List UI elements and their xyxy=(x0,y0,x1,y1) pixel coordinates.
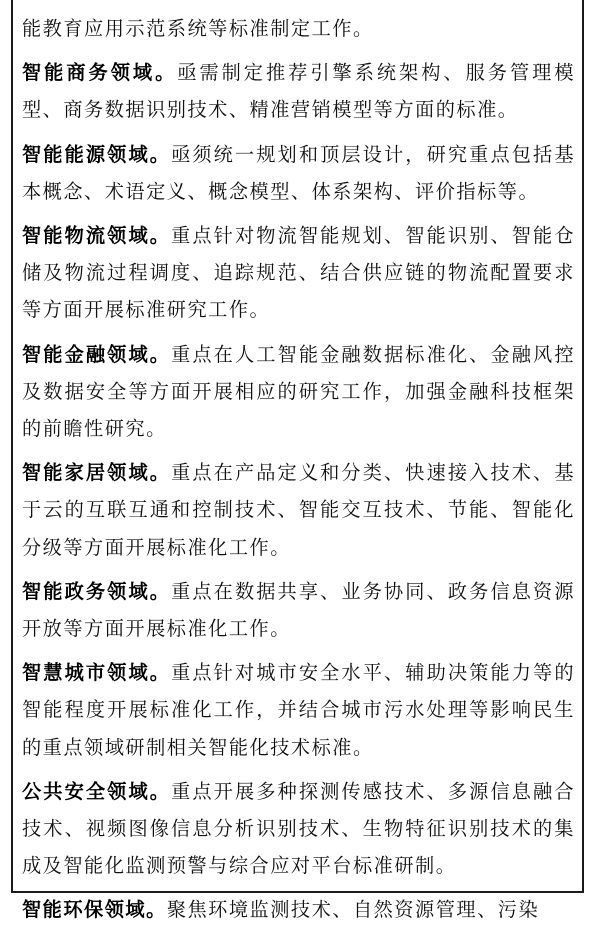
paragraph-text: 重点在数据共享、业务协同、政务信息资源开放等方面开展标准化工作。 xyxy=(22,579,576,641)
paragraph-heading: 智能家居领域。 xyxy=(22,461,172,485)
paragraph-text: 亟须统一规划和顶层设计，研究重点包括基本概念、术语定义、概念模型、体系架构、评价指标等。 xyxy=(22,142,576,203)
paragraph-heading: 公共安全领域。 xyxy=(22,779,172,803)
paragraph-heading: 智能物流领域。 xyxy=(22,224,172,248)
paragraph-text: 重点针对城市安全水平、辅助决策能力等的智能程度开展标准化工作，并结合城市污水处理等影响民生的重点领域研制相关智能化技术标准。 xyxy=(22,661,576,759)
document-frame xyxy=(11,0,584,922)
paragraph-commerce xyxy=(22,54,575,128)
paragraph-heading: 智能政务领域。 xyxy=(22,579,172,603)
paragraph-text: 亟需制定推荐引擎系统架构、服务管理模型、商务数据识别技术、精准营销模型等方面的标准。 xyxy=(22,61,576,122)
paragraph-heading: 智慧城市领域。 xyxy=(22,661,172,685)
paragraph-text: 重点在产品定义和分类、快速接入技术、基于云的互联互通和控制技术、智能交互技术、节能、智能化分级等方面开展标准化工作。 xyxy=(22,461,576,559)
paragraph-energy xyxy=(22,136,575,210)
paragraph-heading: 智能金融领域。 xyxy=(22,342,172,366)
paragraph-smart-city xyxy=(22,654,575,766)
paragraph-heading: 智能商务领域。 xyxy=(22,61,178,85)
paragraph-text: 聚焦环境监测技术、自然资源管理、污染 xyxy=(166,898,540,922)
paragraph-text: 重点开展多种探测传感技术、多源信息融合技术、视频图像信息分析识别技术、生物特征识别技术的集成及智能化监测预警与综合应对平台标准研制。 xyxy=(22,779,576,878)
paragraph-home xyxy=(22,454,575,566)
paragraph-heading: 智能能源领域。 xyxy=(22,142,172,166)
paragraph-government xyxy=(22,573,575,647)
document-body xyxy=(22,10,575,936)
paragraph-public-safety xyxy=(22,773,575,885)
paragraph-text: 能教育应用示范系统等标准制定工作。 xyxy=(22,17,374,40)
paragraph-heading: 智能环保领域。 xyxy=(22,898,167,922)
paragraph-text: 重点针对物流智能规划、智能识别、智能仓储及物流过程调度、追踪规范、结合供应链的物流配置要求等方面开展标准研究工作。 xyxy=(22,224,576,322)
paragraph-finance xyxy=(22,336,575,448)
paragraph-education xyxy=(22,10,575,47)
paragraph-text: 重点在人工智能金融数据标准化、金融风控及数据安全等方面开展相应的研究工作，加强金融科技框架的前瞻性研究。 xyxy=(22,342,576,441)
paragraph-environment xyxy=(22,891,575,928)
paragraph-logistics xyxy=(22,217,575,329)
